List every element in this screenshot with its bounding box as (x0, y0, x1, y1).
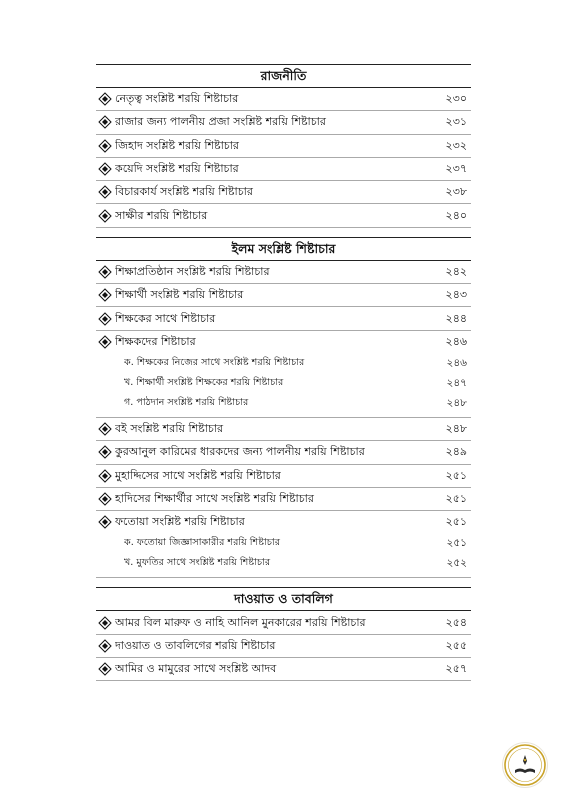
entry-title: কয়েদি সংশ্লিষ্ট শরয়ি শিষ্টাচার (115, 162, 239, 176)
entry-page-number: ২৫৪ (445, 615, 467, 629)
entry-title: ফতোয়া সংশ্লিষ্ট শরয়ি শিষ্টাচার (115, 515, 245, 529)
toc-sub-entry[interactable] (96, 353, 471, 373)
sub-entry-page-number: ২৪৮ (446, 396, 467, 409)
toc-entry[interactable] (96, 441, 471, 464)
entry-page-number: ২৩৮ (445, 185, 467, 199)
entry-page-number: ২৪৯ (445, 445, 467, 459)
sub-entry-page-number: ২৪৭ (446, 376, 467, 389)
sub-entry-title: ক. ফতোয়া জিজ্ঞাসাকারীর শরয়ি শিষ্টাচার (124, 537, 280, 549)
entry-title: হাদিসের শিক্ষার্থীর সাথে সংশ্লিষ্ট শরয়ি শিষ্টাচার (115, 492, 314, 505)
entry-title: বিচারকার্য সংশ্লিষ্ট শরয়ি শিষ্টাচার (115, 185, 253, 199)
toc-entry[interactable] (96, 635, 471, 658)
entry-page-number: ২৪৬ (445, 334, 467, 348)
entry-page-number: ২৩০ (445, 92, 467, 106)
entry-page-number: ২৪২ (445, 264, 467, 278)
toc-entry[interactable] (96, 307, 471, 330)
diamond-bullet-icon (98, 662, 112, 676)
entry-title: রাজার জন্য পালনীয় প্রজা সংশ্লিষ্ট শরয়ি শিষ্টাচার (115, 115, 326, 129)
entry-page-number: ২৫৭ (445, 662, 467, 676)
entry-page-number: ২৪৩ (445, 288, 467, 302)
sub-entry-page-number: ২৪৬ (446, 356, 467, 369)
toc-section (96, 64, 471, 228)
diamond-bullet-icon (98, 335, 112, 349)
entry-title: জিহাদ সংশ্লিষ্ট শরয়ি শিষ্টাচার (115, 138, 239, 152)
diamond-bullet-icon (98, 115, 112, 129)
sub-entry-title: ক. শিক্ষকের নিজের সাথে সংশ্লিষ্ট শরয়ি শিষ্টাচার (124, 356, 305, 368)
entry-title: শিক্ষকদের শিষ্টাচার (115, 334, 196, 348)
toc-sub-entry[interactable] (96, 393, 471, 413)
entry-title: বই সংশ্লিষ্ট শরয়ি শিষ্টাচার (115, 422, 224, 436)
toc-sub-entry[interactable] (96, 533, 471, 553)
sub-entry-page-number: ২৫১ (446, 537, 467, 550)
entry-page-number: ২৪০ (445, 208, 467, 222)
toc-entry[interactable] (96, 284, 471, 307)
toc-entry[interactable] (96, 511, 471, 533)
entry-page-number: ২৩১ (445, 115, 467, 129)
entry-page-number: ২৫১ (445, 468, 467, 482)
entry-title: শিক্ষকের সাথে শিষ্টাচার (115, 311, 216, 325)
entry-page-number: ২৩৭ (445, 162, 467, 176)
table-of-contents (96, 64, 471, 681)
toc-sub-entry[interactable] (96, 553, 471, 573)
diamond-bullet-icon (98, 469, 112, 483)
diamond-bullet-icon (98, 139, 112, 153)
diamond-bullet-icon (98, 162, 112, 176)
diamond-bullet-icon (98, 265, 112, 279)
entry-title: শিক্ষাপ্রতিষ্ঠান সংশ্লিষ্ট শরয়ি শিষ্টাচার (115, 264, 270, 278)
sub-entry-title: খ. মুফতির সাথে সংশ্লিষ্ট শরয়ি শিষ্টাচার (124, 557, 271, 569)
entry-title: দাওয়াত ও তাবলিগের শরয়ি শিষ্টাচার (115, 638, 276, 652)
entry-page-number: ২৫৫ (445, 638, 467, 652)
section-heading: দাওয়াত ও তাবলিগ (96, 588, 471, 611)
toc-section (96, 237, 471, 579)
entry-title: মুহাদ্দিসের সাথে সংশ্লিষ্ট শরয়ি শিষ্টাচার (115, 468, 281, 482)
section-heading: রাজনীতি (96, 65, 471, 88)
toc-entry[interactable] (96, 261, 471, 284)
diamond-bullet-icon (98, 492, 112, 506)
toc-entry[interactable] (96, 658, 471, 681)
toc-entry[interactable] (96, 88, 471, 111)
toc-sub-entry[interactable] (96, 373, 471, 393)
toc-entry[interactable] (96, 611, 471, 634)
diamond-bullet-icon (98, 288, 112, 302)
entry-title: আমর বিল মারুফ ও নাহি আনিল মুনকারের শরয়ি শিষ্টাচার (115, 615, 366, 629)
publisher-logo-icon (503, 743, 547, 787)
toc-entry[interactable] (96, 158, 471, 181)
toc-entry[interactable] (96, 204, 471, 227)
toc-section (96, 587, 471, 681)
toc-entry[interactable] (96, 135, 471, 158)
entry-page-number: ২৪৪ (445, 311, 467, 325)
entry-title: সাক্ষীর শরয়ি শিষ্টাচার (115, 208, 208, 222)
entry-title: শিক্ষার্থী সংশ্লিষ্ট শরয়ি শিষ্টাচার (115, 288, 244, 302)
sub-entry-page-number: ২৫২ (446, 557, 467, 570)
entry-title: নেতৃত্ব সংশ্লিষ্ট শরয়ি শিষ্টাচার (115, 92, 239, 106)
diamond-bullet-icon (98, 92, 112, 106)
entry-title: আমির ও মামুরের সাথে সংশ্লিষ্ট আদব (115, 662, 277, 676)
toc-entry[interactable] (96, 181, 471, 204)
diamond-bullet-icon (98, 616, 112, 630)
entry-page-number: ২৫১ (445, 492, 467, 505)
toc-entry[interactable] (96, 488, 471, 511)
entry-page-number: ২৪৮ (445, 422, 467, 436)
toc-entry[interactable] (96, 111, 471, 134)
sub-entries (96, 533, 471, 578)
entry-title: কুরআনুল কারিমের ধারকদের জন্য পালনীয় শরয়ি শিষ্টাচার (115, 445, 365, 459)
diamond-bullet-icon (98, 312, 112, 326)
entry-page-number: ২৩২ (445, 138, 467, 152)
diamond-bullet-icon (98, 209, 112, 223)
diamond-bullet-icon (98, 185, 112, 199)
diamond-bullet-icon (98, 515, 112, 529)
diamond-bullet-icon (98, 639, 112, 653)
sub-entries (96, 353, 471, 418)
sub-entry-title: খ. শিক্ষার্থী সংশ্লিষ্ট শিক্ষকের শরয়ি শিষ্টাচার (124, 376, 284, 388)
toc-entry[interactable] (96, 331, 471, 353)
diamond-bullet-icon (98, 422, 112, 436)
diamond-bullet-icon (98, 445, 112, 459)
toc-entry[interactable] (96, 418, 471, 441)
entry-page-number: ২৫১ (445, 515, 467, 529)
sub-entry-title: গ. পাঠদান সংশ্লিষ্ট শরয়ি শিষ্টাচার (124, 396, 249, 408)
section-heading: ইলম সংশ্লিষ্ট শিষ্টাচার (96, 238, 471, 261)
toc-entry[interactable] (96, 465, 471, 488)
